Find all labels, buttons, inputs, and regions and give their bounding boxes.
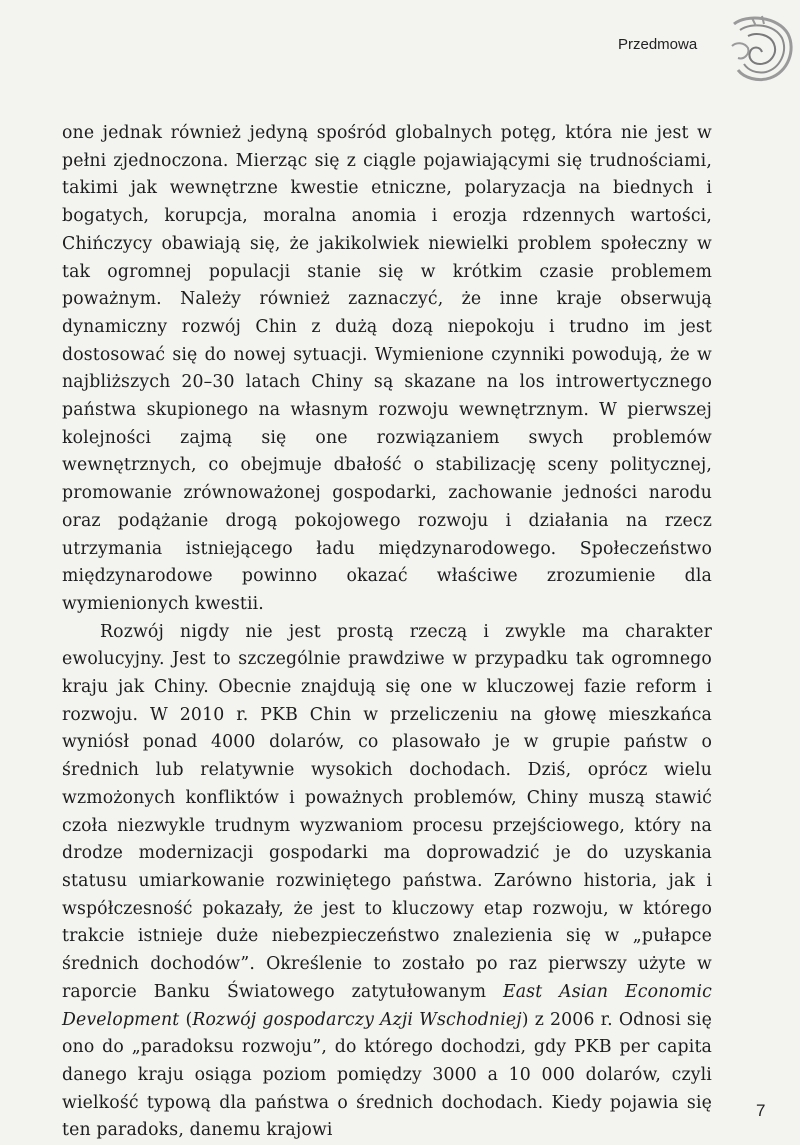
page-number: 7 bbox=[756, 1101, 766, 1120]
paragraph-text-part: ( bbox=[179, 1009, 193, 1030]
paragraph-continuation: one jednak również jedyną spośród globalnych potęg, która nie jest w pełni zjednoczona. Mierząc się z ciągle pojawiającymi się trudnościami, takimi jak wewnętrzne kwestie etniczne, polaryzacja na biednych i bogatych, korupcja, moralna anomia i erozja rdzennych wartości, Chińczycy obawiają się, że jakikolwiek niewielki problem społeczny w tak ogromnej populacji stanie się w krótkim czasie problemem poważnym. Należy również zaznaczyć, że inne kraje obserwują dynamiczny rozwój Chin z dużą dozą niepokoju i trudno im jest dostosować się do nowej sytuacji. Wymienione czynniki powodują, że w najbliższych 20–30 latach Chiny są skazane na los introwertycznego państwa skupionego na własnym rozwoju wewnętrznym. W pierwszej kolejności zajmą się one rozwiązaniem swych problemów wewnętrznych, co obejmuje dbałość o stabilizację sceny politycznej, promowanie zrównoważonej gospodarki, zachowanie jedności narodu oraz podążanie drogą pokojowego rozwoju i działania na rzecz utrzymania istniejącego ładu międzynarodowego. Społeczeństwo międzynarodowe powinno okazać właściwe zrozumienie dla wymienionych kwestii. bbox=[62, 123, 712, 614]
body-text bbox=[62, 120, 712, 1145]
running-header-section-label: Przedmowa bbox=[618, 36, 698, 53]
swirl-emblem-icon bbox=[726, 12, 796, 84]
paragraph-development bbox=[62, 619, 712, 1145]
report-title-english: East Asian Economic Development bbox=[62, 981, 712, 1030]
report-title-polish: Rozwój gospodarczy Azji Wschodniej bbox=[192, 1009, 522, 1030]
paragraph-text-part: Rozwój nigdy nie jest prostą rzeczą i zwykle ma charakter ewolucyjny. Jest to szczególnie prawdziwe w przypadku tak ogromnego kraju jak Chiny. Obecnie znajdują się one w kluczowej fazie reform i rozwoju. W 2010 r. PKB Chin w przeliczeniu na głowę mieszkańca wyniósł ponad 4000 dolarów, co plasowało je w grupie państw o średnich lub relatywnie wysokich dochodach. Dziś, oprócz wielu wzmożonych konfliktów i poważnych problemów, Chiny muszą stawić czoła niezwykle trudnym wyzwaniom procesu przejściowego, który na drodze modernizacji gospodarki ma doprowadzić je do uzyskania statusu umiarkowanie rozwiniętego państwa. Zarówno historia, jak i współczesność pokazały, że jest to kluczowy etap rozwoju, w którego trakcie istnieje duże niebezpieczeństwo znalezienia się w „pułapce średnich dochodów”. Określenie to zostało po raz pierwszy użyte w raporcie Banku Światowego zatytułowanym bbox=[62, 621, 712, 1002]
paragraph-text-part: ) z 2006 r. Odnosi się ono do „paradoksu rozwoju”, do którego dochodzi, gdy PKB per capita danego kraju osiąga poziom pomiędzy 3000 a 10 000 dolarów, czyli wielkość typową dla państwa o średnich dochodach. Kiedy pojawia się ten paradoks, danemu krajowi bbox=[62, 1009, 712, 1141]
